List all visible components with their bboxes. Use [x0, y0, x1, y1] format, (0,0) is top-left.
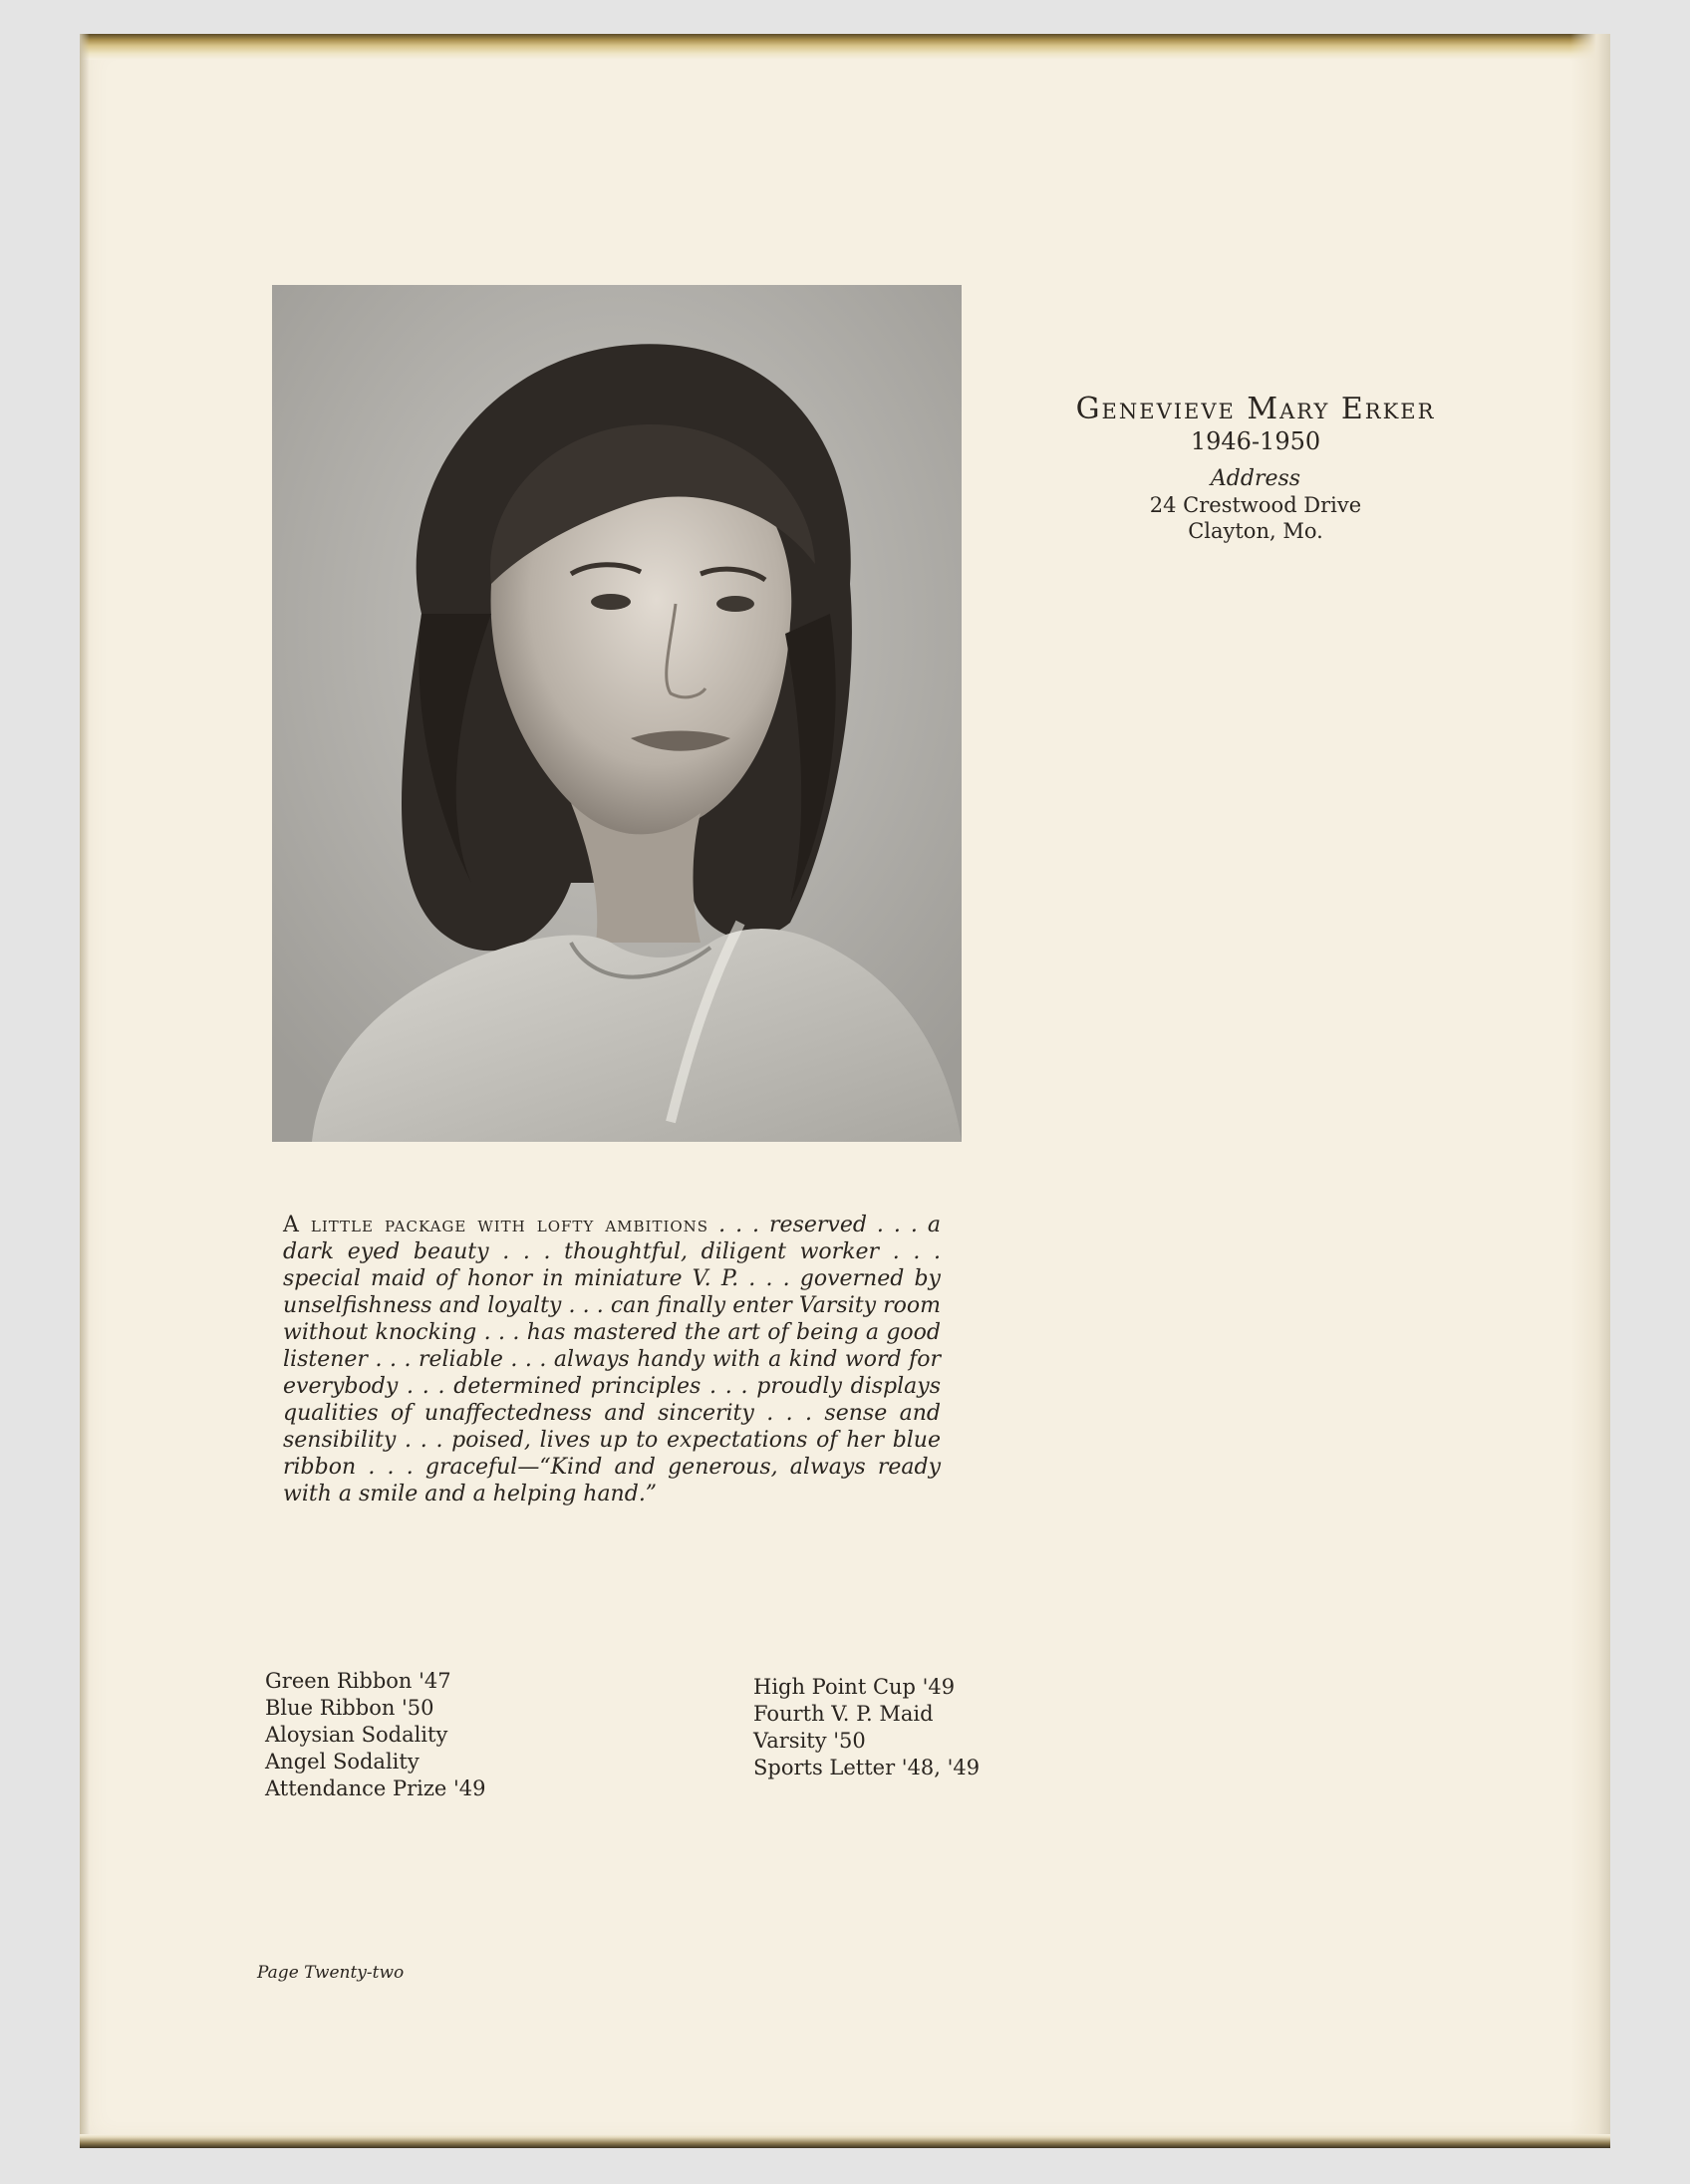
student-info-block [1006, 393, 1505, 544]
yearbook-page [80, 34, 1610, 2148]
address-label: Address [1210, 466, 1301, 491]
honor-item: Attendance Prize '49 [265, 1776, 486, 1800]
student-portrait-photo [272, 285, 962, 1142]
honors-list-left [265, 1668, 644, 1802]
student-description [283, 1212, 941, 1507]
description-lead: A little package with lofty ambitions [283, 1213, 709, 1237]
address-line-city: Clayton, Mo. [1188, 519, 1323, 543]
honor-item: Varsity '50 [753, 1729, 866, 1753]
student-name: Genevieve Mary Erker [1075, 392, 1436, 426]
page-number: Page Twenty-two [257, 1963, 405, 1983]
honor-item: Fourth V. P. Maid [753, 1702, 934, 1726]
page-bottom-edge [80, 2134, 1610, 2148]
honor-item: Blue Ribbon '50 [265, 1696, 434, 1720]
description-body: . . . reserved . . . a dark eyed beauty . . . thoughtful, diligent worker . . . special maid of honor in miniature V. P. . . . governed by unselfishness and loyalty . . . can finally enter Varsity room without knocking . . . has mastered the art of being a good listener . . . reliable . . . always handy with a kind word for everybody . . . determined principles . . . proudly displays qualities of unaffectedness and sincerity . . . sense and sensibility . . . poised, lives up to expectations of her blue ribbon . . . graceful—“Kind and generous, always ready with a smile and a helping hand.” [283, 1213, 941, 1506]
portrait-illustration [272, 285, 962, 1142]
honor-item: Aloysian Sodality [265, 1723, 448, 1747]
student-years: 1946-1950 [1190, 427, 1321, 455]
page-top-edge [80, 34, 1610, 60]
honor-item: Green Ribbon '47 [265, 1669, 451, 1693]
honor-item: Angel Sodality [265, 1750, 420, 1774]
honor-item: High Point Cup '49 [753, 1675, 956, 1699]
page-right-edge [1570, 34, 1610, 2148]
honors-list-right [753, 1674, 1132, 1781]
address-line-street: 24 Crestwood Drive [1149, 493, 1362, 517]
honor-item: Sports Letter '48, '49 [753, 1756, 981, 1779]
page-left-edge [80, 34, 90, 2148]
